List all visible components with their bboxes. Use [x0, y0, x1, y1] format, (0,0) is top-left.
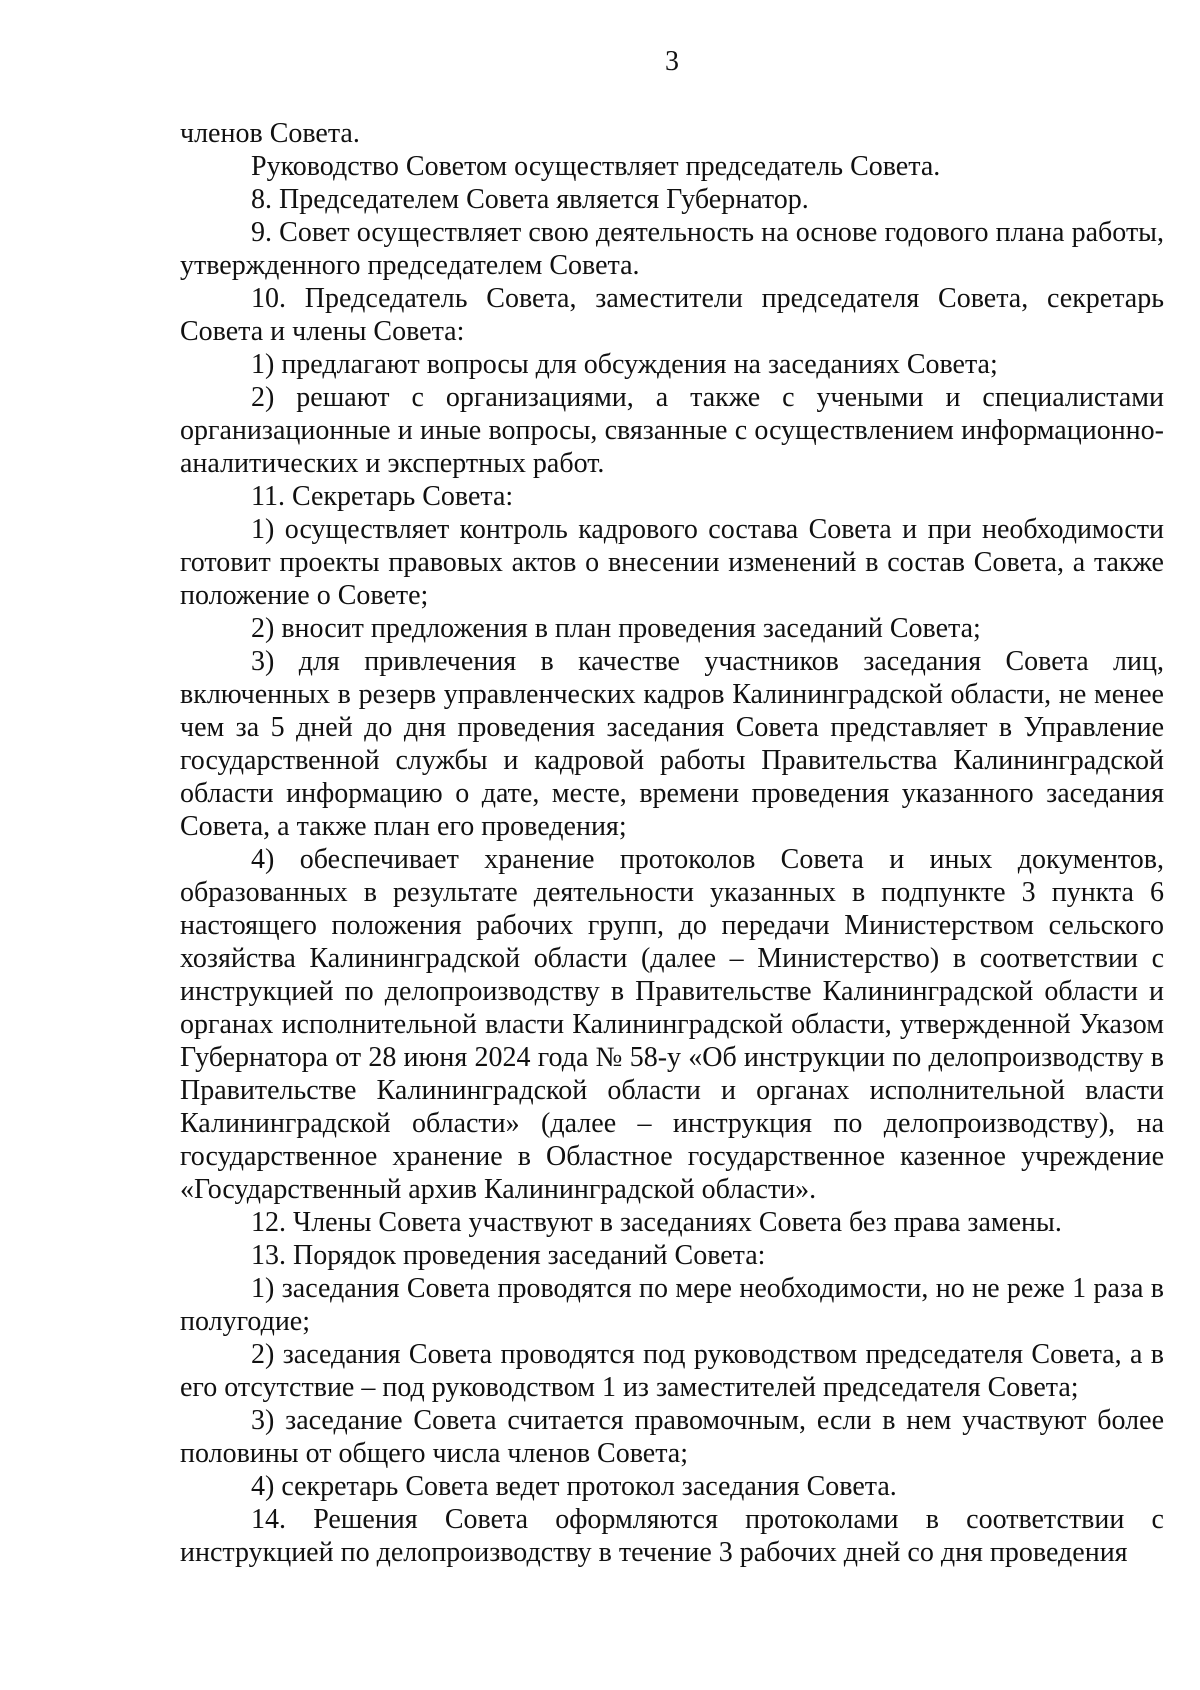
paragraph: 9. Совет осуществляет свою деятельность на основе годового плана работы, утвержденного председателем Совета. [180, 217, 1164, 281]
paragraph: 14. Решения Совета оформляются протоколами в соответствии с инструкцией по делопроизводству в течение 3 рабочих дней со дня проведения [180, 1504, 1164, 1568]
document-body [180, 117, 1164, 1569]
paragraph: 13. Порядок проведения заседаний Совета: [251, 1240, 766, 1271]
paragraph: 3) для привлечения в качестве участников заседания Совета лиц, включенных в резерв управленческих кадров Калининградской области, не менее чем за 5 дней до дня проведения заседания Совета представляет в Управление государственной службы и кадровой работы Правительства Калининградской области информацию о дате, месте, времени проведения указанного заседания Совета, а также план его проведения; [180, 646, 1164, 842]
paragraph: 2) решают с организациями, а также с учеными и специалистами организационные и иные вопросы, связанные с осуществлением информационно-аналитических и экспертных работ. [180, 382, 1164, 479]
paragraph: 8. Председателем Совета является Губернатор. [251, 184, 809, 215]
paragraph: 1) предлагают вопросы для обсуждения на заседаниях Совета; [251, 349, 998, 380]
paragraph: 4) обеспечивает хранение протоколов Совета и иных документов, образованных в результате деятельности указанных в подпункте 3 пункта 6 настоящего положения рабочих групп, до передачи Министерством сельского хозяйства Калининградской области (далее – Министерство) в соответствии с инструкцией по делопроизводству в Правительстве Калининградской области и органах исполнительной власти Калининградской области, утвержденной Указом Губернатора от 28 июня 2024 года № 58-у «Об инструкции по делопроизводству в Правительстве Калининградской области и органах исполнительной власти Калининградской области» (далее – инструкция по делопроизводству), на государственное хранение в Областное государственное казенное учреждение «Государственный архив Калининградской области». [180, 844, 1164, 1205]
page-number: 3 [665, 46, 679, 77]
paragraph: 4) секретарь Совета ведет протокол заседания Совета. [251, 1471, 897, 1502]
paragraph: 2) заседания Совета проводятся под руководством председателя Совета, а в его отсутствие – под руководством 1 из заместителей председателя Совета; [180, 1339, 1164, 1403]
paragraph: 3) заседание Совета считается правомочным, если в нем участвуют более половины от общего числа членов Совета; [180, 1405, 1164, 1469]
document-page [180, 0, 1164, 1690]
paragraph: 1) осуществляет контроль кадрового состава Совета и при необходимости готовит проекты правовых актов о внесении изменений в состав Совета, а также положение о Совете; [180, 514, 1164, 611]
paragraph: членов Совета. [180, 118, 360, 149]
paragraph: 10. Председатель Совета, заместители председателя Совета, секретарь Совета и члены Совета: [180, 283, 1164, 347]
paragraph: 2) вносит предложения в план проведения заседаний Совета; [251, 613, 981, 644]
paragraph: 11. Секретарь Совета: [251, 481, 514, 512]
paragraph: 1) заседания Совета проводятся по мере необходимости, но не реже 1 раза в полугодие; [180, 1273, 1164, 1337]
paragraph: 12. Члены Совета участвуют в заседаниях Совета без права замены. [251, 1207, 1062, 1238]
paragraph: Руководство Советом осуществляет председатель Совета. [251, 151, 941, 182]
